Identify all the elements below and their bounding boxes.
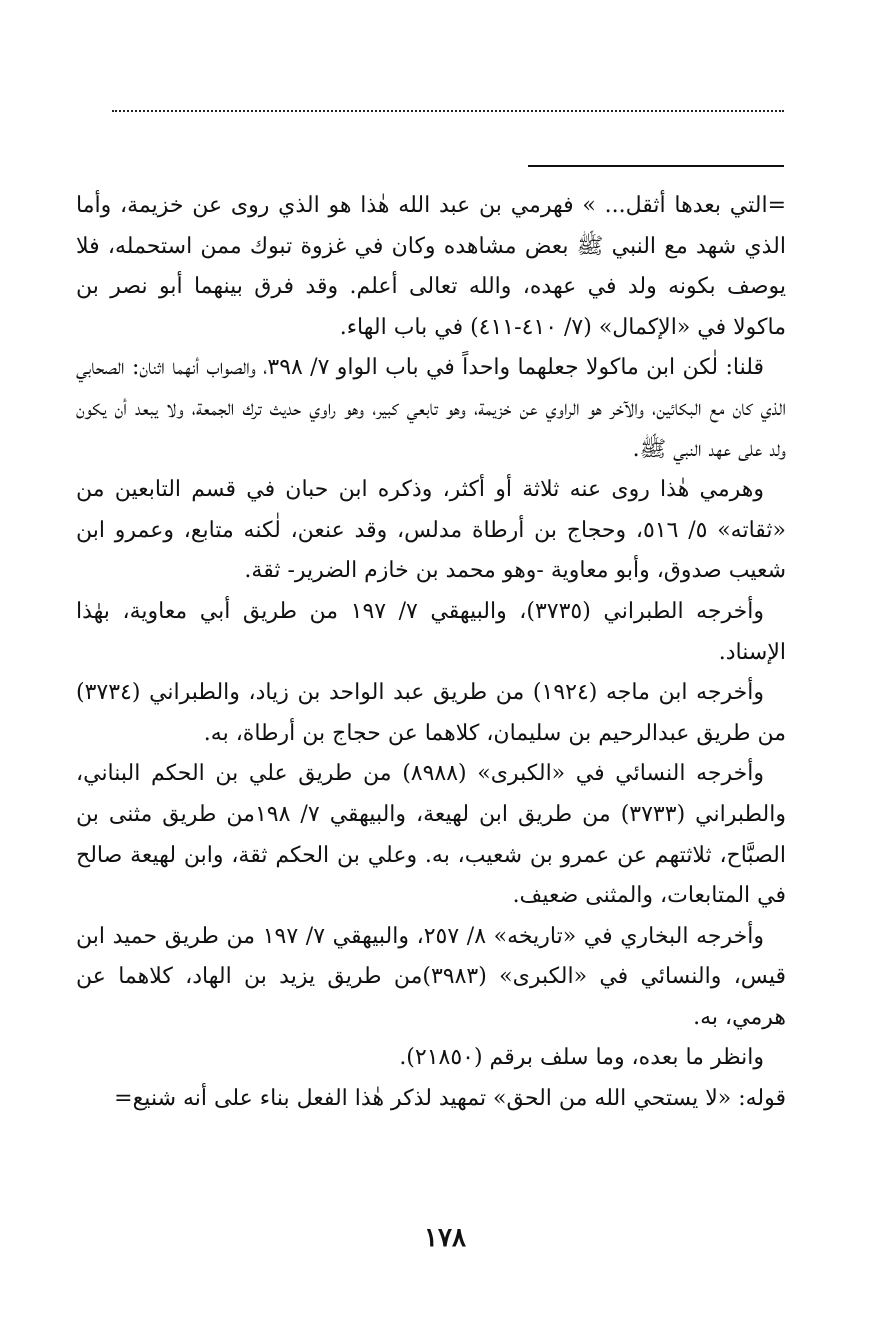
paragraph-6: وأخرجه النسائي في «الكبرى» (٨٩٨٨) من طريق علي بن الحكم البناني، والطبراني (٣٧٣٣) من طريق ابن لهيعة، والبيهقي ٧/ ١٩٨من طريق مثنى بن الصبَّاح، ثلاثتهم عن عمرو بن شعيب، به. وعلي بن الحكم ثقة، وابن لهيعة صالح في المتابعات، والمثنى ضعيف.: [76, 761, 786, 909]
page-number: ١٧٨: [424, 1223, 466, 1253]
paragraph-3: وهرمي هٰذا روى عنه ثلاثة أو أكثر، وذكره ابن حبان في قسم التابعين من «ثقاته» ٥/ ٥١٦، وحجاج بن أرطاة مدلس، وقد عنعن، لٰكنه متابع، وعمرو ابن شعيب صدوق، وأبو معاوية -وهو محمد بن خازم الضرير- ثقة.: [76, 477, 786, 584]
paragraph-7: وأخرجه البخاري في «تاريخه» ٨/ ٢٥٧، والبيهقي ٧/ ١٩٧ من طريق حميد ابن قيس، والنسائي في «الكبرى» (٣٩٨٣)من طريق يزيد بن الهاد، كلاهما عن هرمي، به.: [76, 923, 786, 1030]
footnote-rule: [528, 165, 784, 167]
paragraph-5: وأخرجه ابن ماجه (١٩٢٤) من طريق عبد الواحد بن زياد، والطبراني (٣٧٣٤) من طريق عبدالرحيم بن سليمان، كلاهما عن حجاج بن أرطاة، به.: [76, 680, 786, 746]
paragraph-4: وأخرجه الطبراني (٣٧٣٥)، والبيهقي ٧/ ١٩٧ من طريق أبي معاوية، بهٰذا الإسناد.: [76, 598, 786, 665]
paragraph-9: قوله: «لا يستحي الله من الحق» تمهيد لذكر هٰذا الفعل بناء على أنه شنيع=: [114, 1086, 786, 1112]
dotted-separator: [112, 110, 784, 122]
paragraph-8: وانظر ما بعده، وما سلف برقم (٢١٨٥٠).: [399, 1045, 764, 1071]
footnote-text: [76, 186, 786, 1120]
paragraph-2: قلنا: لٰكن ابن ماكولا جعلهما واحداً في باب الواو ٧/ ٣٩٨، والصواب أنهما اثنان: الصحابي الذي كان مع البكائين، والآخر هو الراوي عن خزيمة، وهو تابعي كبير، وهو راوي حديث ترك الجمعة، ولا يبعد أن يكون ولد على عهد النبي ﷺ.: [76, 355, 786, 462]
paragraph-1: =التي بعدها أثقل... » فهرمي بن عبد الله هٰذا هو الذي روى عن خزيمة، وأما الذي شهد مع النبي ﷺ بعض مشاهده وكان في غزوة تبوك ممن استحمله، فلا يوصف بكونه ولد في عهده، والله تعالى أعلم. وقد فرق بينهما أبو نصر بن ماكولا في «الإكمال» (٧/ ٤١٠-٤١١) في باب الهاء.: [76, 193, 786, 340]
